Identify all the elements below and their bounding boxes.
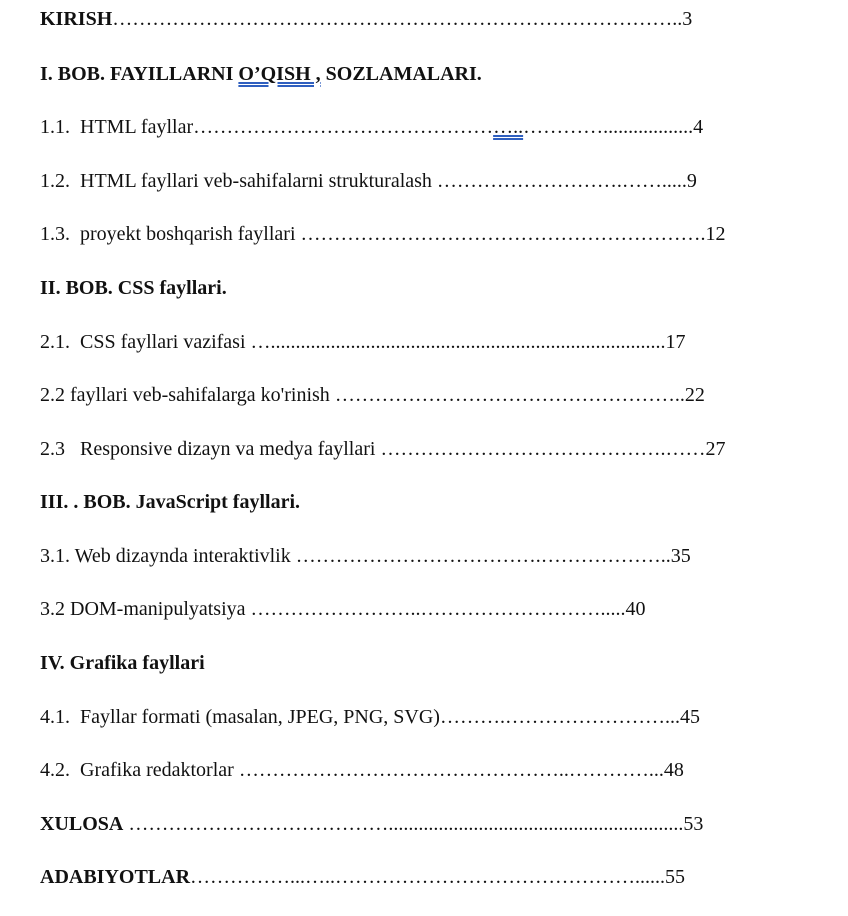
toc-entry-1-3 xyxy=(40,222,726,246)
toc-leader: ………….................. xyxy=(523,116,694,138)
toc-entry-number: 2.3 xyxy=(40,438,65,460)
toc-leader: ………………………………………………………………………….. xyxy=(112,8,683,30)
toc-entry-number: 2.2 xyxy=(40,384,65,406)
toc-entry-number: 3.1. xyxy=(40,545,70,567)
toc-chapter-3 xyxy=(40,490,300,514)
toc-leader: ……………………………………………………. xyxy=(295,223,706,245)
toc-page-number: 53 xyxy=(683,813,704,835)
toc-leader: ……………………….……..... xyxy=(431,170,687,192)
toc-entry-title: ADABIYOTLAR xyxy=(40,866,191,888)
toc-leader: ……….……………………... xyxy=(439,706,680,728)
toc-entry-title: Grafika redaktorlar xyxy=(80,759,234,781)
toc-entry-title: proyekt boshqarish fayllari xyxy=(80,223,296,245)
toc-entry-title: CSS fayllari vazifasi xyxy=(80,331,246,353)
toc-entry-1-2 xyxy=(40,169,697,193)
toc-page-number: 55 xyxy=(665,866,686,888)
toc-chapter-1 xyxy=(40,62,482,86)
toc-entry-adabiyotlar xyxy=(40,865,685,889)
toc-page-number: 17 xyxy=(665,331,686,353)
toc-leader: …………………………………........................................................... xyxy=(123,813,684,835)
chapter-title: IV. Grafika fayllari xyxy=(40,652,205,674)
toc-leader: …………………………………………….. xyxy=(329,384,685,406)
toc-leader: …………………………………………..…………... xyxy=(233,759,664,781)
toc-chapter-2 xyxy=(40,276,227,300)
toc-entry-title: Fayllar formati (masalan, JPEG, PNG, SVG) xyxy=(80,706,440,728)
toc-leader: …............................................................................... xyxy=(245,331,666,353)
chapter-title-suffix: SOZLAMALARI. xyxy=(320,63,482,85)
toc-page-number: 12 xyxy=(705,223,726,245)
toc-page-number: 48 xyxy=(663,759,684,781)
toc-entry-3-2 xyxy=(40,597,646,621)
toc-entry-title: Web dizaynda interaktivlik xyxy=(74,545,291,567)
toc-entry-4-2 xyxy=(40,758,684,782)
toc-leader-underlined: ….. xyxy=(493,116,524,138)
toc-chapter-4 xyxy=(40,651,205,675)
toc-page-number: 22 xyxy=(684,384,705,406)
chapter-title: II. BOB. CSS fayllari. xyxy=(40,277,227,299)
toc-page-number: 27 xyxy=(705,438,726,460)
toc-entry-number: 4.2. xyxy=(40,759,70,781)
toc-entry-title: Responsive dizayn va medya fayllari xyxy=(80,438,376,460)
toc-leader: ……………...…..………………………………………...... xyxy=(190,866,666,888)
toc-entry-number: 1.1. xyxy=(40,116,70,138)
toc-page-number: 9 xyxy=(686,170,697,192)
toc-entry-title: XULOSA xyxy=(40,813,124,835)
toc-entry-title: DOM-manipulyatsiya xyxy=(70,598,246,620)
toc-entry-number: 3.2 xyxy=(40,598,65,620)
chapter-title-prefix: I. BOB. FAYILLARNI xyxy=(40,63,239,85)
toc-entry-kirish xyxy=(40,7,692,31)
toc-entry-2-3 xyxy=(40,437,725,461)
toc-page-number: 45 xyxy=(679,706,700,728)
toc-page-number: 35 xyxy=(670,545,691,567)
toc-leader: ……………………..………………………..... xyxy=(245,598,626,620)
toc-entry-number: 1.3. xyxy=(40,223,70,245)
toc-entry-number: 1.2. xyxy=(40,170,70,192)
toc-entry-xulosa xyxy=(40,812,703,836)
toc-entry-title: fayllari veb-sahifalarga ko'rinish xyxy=(70,384,330,406)
toc-entry-number: 2.1. xyxy=(40,331,70,353)
toc-entry-3-1 xyxy=(40,544,691,568)
toc-entry-title: KIRISH xyxy=(40,8,113,30)
toc-entry-title: HTML fayllari veb-sahifalarni strukturalash xyxy=(80,170,432,192)
toc-page-number: 3 xyxy=(682,8,693,30)
toc-leader: ……………………………………… xyxy=(193,116,494,138)
toc-entry-4-1 xyxy=(40,705,700,729)
toc-page-number: 40 xyxy=(625,598,646,620)
toc-entry-1-1 xyxy=(40,115,703,139)
toc-entry-number: 4.1. xyxy=(40,706,70,728)
toc-entry-2-1 xyxy=(40,330,686,354)
toc-leader: ……………………………….……………….. xyxy=(290,545,671,567)
toc-entry-title: HTML fayllar xyxy=(80,116,194,138)
chapter-title: III. . BOB. JavaScript fayllari. xyxy=(40,491,301,513)
toc-page-number: 4 xyxy=(693,116,704,138)
toc-leader: …………………………………….…… xyxy=(375,438,706,460)
toc-entry-2-2 xyxy=(40,383,705,407)
chapter-title-underlined: O’QISH , xyxy=(238,63,321,85)
